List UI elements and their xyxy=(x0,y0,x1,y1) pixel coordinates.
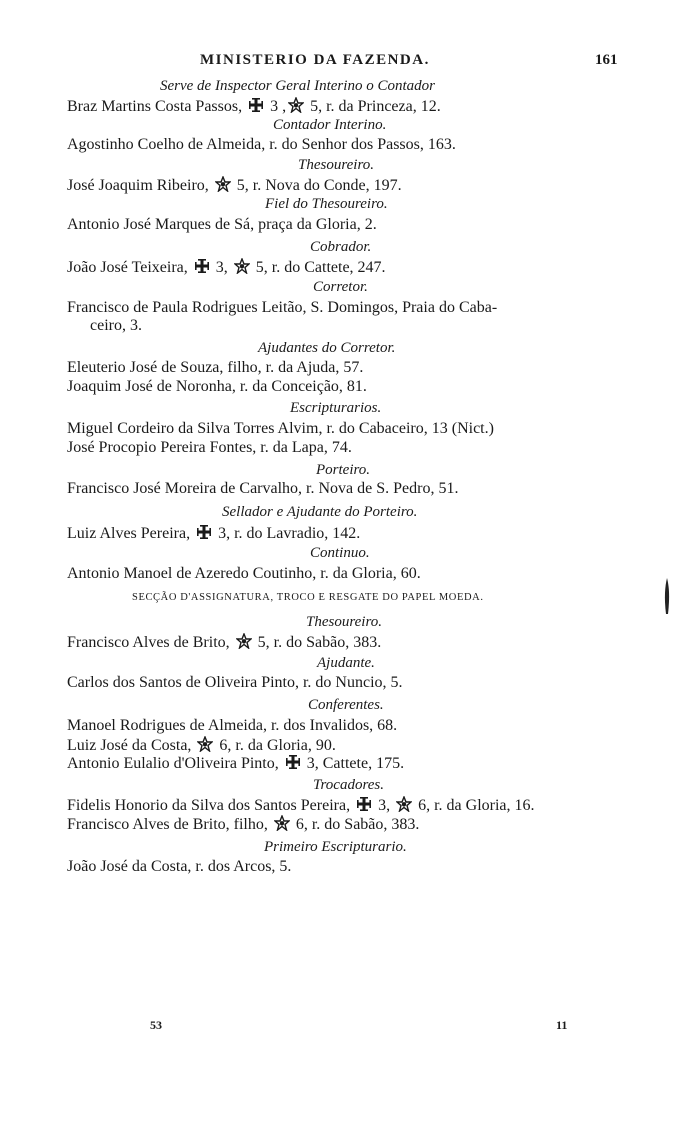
entry-line xyxy=(67,136,456,154)
cross-of-order-icon xyxy=(285,754,301,770)
rose-order-icon xyxy=(197,736,213,752)
entry-line xyxy=(67,796,535,815)
entry-text: Francisco Alves de Brito, filho, xyxy=(67,816,272,833)
entry-text: Miguel Cordeiro da Silva Torres Alvim, r. do Cabaceiro, 13 (Nict.) xyxy=(67,420,494,437)
entry-text: Francisco José Moreira de Carvalho, r. Nova de S. Pedro, 51. xyxy=(67,480,459,497)
role-heading-text: Trocadores. xyxy=(313,777,384,793)
entry-text: João José da Costa, r. dos Arcos, 5. xyxy=(67,858,292,875)
entry-text: Eleuterio José de Souza, filho, r. da Ajuda, 57. xyxy=(67,359,364,376)
ink-blot-mark xyxy=(664,578,670,614)
entry-line xyxy=(67,378,367,396)
cross-of-order-icon xyxy=(248,97,264,113)
role-heading-text: Thesoureiro. xyxy=(298,157,374,173)
role-heading-text: Ajudante. xyxy=(317,655,375,671)
entry-text: Joaquim José de Noronha, r. da Conceição, 81. xyxy=(67,378,367,395)
entry-line xyxy=(67,674,403,692)
role-heading-text: Continuo. xyxy=(310,545,370,561)
role-heading-text: Porteiro. xyxy=(316,462,371,478)
entry-text: Antonio José Marques de Sá, praça da Gloria, 2. xyxy=(67,216,377,233)
entry-text: 3, xyxy=(374,797,395,814)
entry-text: Manoel Rodrigues de Almeida, r. dos Invalidos, 68. xyxy=(67,717,398,734)
entry-text: João José Teixeira, xyxy=(67,259,192,276)
rose-order-icon xyxy=(396,796,412,812)
section-heading-text: SECÇÃO D'ASSIGNATURA, TROCO E RESGATE DO PAPEL MOEDA. xyxy=(132,592,484,603)
signature-mark-left: 53 xyxy=(150,1018,162,1032)
entry-text: Luiz José da Costa, xyxy=(67,737,196,754)
page-footer xyxy=(0,1018,693,1034)
entry-text: 5, r. do Sabão, 383. xyxy=(253,634,382,651)
role-heading-text: Primeiro Escripturario. xyxy=(264,839,407,855)
entry-text: 5, r. Nova do Conde, 197. xyxy=(232,177,402,194)
entry-text: José Joaquim Ribeiro, xyxy=(67,177,213,194)
entry-text: Antonio Eulalio d'Oliveira Pinto, xyxy=(67,755,283,772)
rose-order-icon xyxy=(234,258,250,274)
signature-mark-right: 11 xyxy=(556,1018,568,1032)
entry-text: Fidelis Honorio da Silva dos Santos Pereira, xyxy=(67,797,355,814)
entry-line xyxy=(90,317,142,335)
entry-text: ceiro, 3. xyxy=(90,317,142,334)
entry-text: José Procopio Pereira Fontes, r. da Lapa, 74. xyxy=(67,439,352,456)
cross-of-order-icon xyxy=(356,796,372,812)
role-heading-text: Ajudantes do Corretor. xyxy=(258,340,396,356)
entry-text: Antonio Manoel de Azeredo Coutinho, r. da Gloria, 60. xyxy=(67,565,421,582)
role-heading-text: Serve de Inspector Geral Interino o Contador xyxy=(160,78,435,94)
entry-text: Francisco de Paula Rodrigues Leitão, S. Domingos, Praia do Caba- xyxy=(67,299,498,316)
entry-line xyxy=(67,258,386,277)
entry-line xyxy=(67,633,381,652)
entry-line xyxy=(67,565,421,583)
entry-line xyxy=(67,480,458,498)
entry-text: 3 , xyxy=(266,98,287,115)
rose-order-icon xyxy=(274,815,290,831)
cross-of-order-icon xyxy=(194,258,210,274)
page-number: 161 xyxy=(595,52,618,68)
entry-text: 3, xyxy=(211,259,232,276)
entry-line xyxy=(67,754,404,773)
entry-line xyxy=(67,717,397,735)
entry-text: 3, Cattete, 175. xyxy=(302,755,405,772)
role-heading-text: Cobrador. xyxy=(310,239,372,255)
page-title: MINISTERIO DA FAZENDA. xyxy=(200,52,430,68)
entry-line xyxy=(67,97,441,116)
rose-order-icon xyxy=(215,176,231,192)
entry-text: Luiz Alves Pereira, xyxy=(67,525,195,542)
entry-line xyxy=(67,359,363,377)
entry-line xyxy=(67,420,494,438)
role-heading-text: Thesoureiro. xyxy=(306,614,382,630)
role-heading-text: Sellador e Ajudante do Porteiro. xyxy=(222,504,418,520)
role-heading-text: Contador Interino. xyxy=(273,117,387,133)
cross-of-order-icon xyxy=(196,524,212,540)
role-heading-text: Corretor. xyxy=(313,279,368,295)
entry-line xyxy=(67,176,402,195)
role-heading-text: Conferentes. xyxy=(308,697,384,713)
entry-text: Francisco Alves de Brito, xyxy=(67,634,234,651)
entry-text: 6, r. da Gloria, 16. xyxy=(414,797,535,814)
entry-line xyxy=(67,815,419,834)
entry-text: Carlos dos Santos de Oliveira Pinto, r. do Nuncio, 5. xyxy=(67,674,403,691)
entry-text: 6, r. da Gloria, 90. xyxy=(215,737,336,754)
rose-order-icon xyxy=(236,633,252,649)
entry-text: 6, r. do Sabão, 383. xyxy=(291,816,420,833)
rose-order-icon xyxy=(288,97,304,113)
entry-text: Braz Martins Costa Passos, xyxy=(67,98,247,115)
entry-line xyxy=(67,736,336,755)
entry-line xyxy=(67,299,497,317)
entry-line xyxy=(67,216,377,234)
role-heading-text: Escripturarios. xyxy=(290,400,382,416)
entry-text: 5, r. da Princeza, 12. xyxy=(306,98,441,115)
role-heading-text: Fiel do Thesoureiro. xyxy=(265,196,388,212)
entry-text: Agostinho Coelho de Almeida, r. do Senhor dos Passos, 163. xyxy=(67,136,456,153)
running-header xyxy=(0,52,693,72)
entry-line xyxy=(67,439,352,457)
entry-line xyxy=(67,524,360,543)
entry-text: 3, r. do Lavradio, 142. xyxy=(214,525,361,542)
entry-text: 5, r. do Cattete, 247. xyxy=(251,259,386,276)
entry-line xyxy=(67,858,291,876)
